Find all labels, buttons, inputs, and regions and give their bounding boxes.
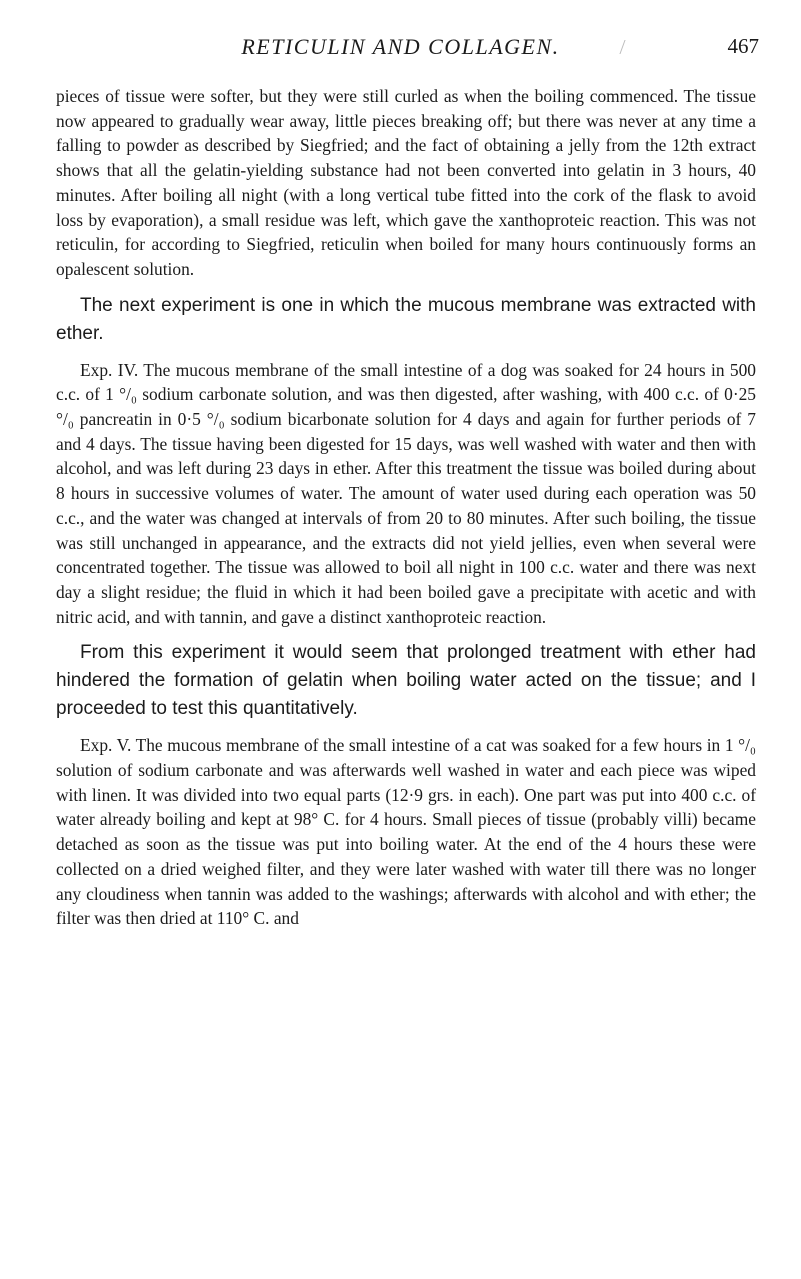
paragraph-continuation: pieces of tissue were softer, but they were still curled as when the boiling commenced. The tissue now appeared to gradually wear away, little pieces breaking off; but there was never at any time a falling to powder as described by Siegfried; and the fact of obtaining a jelly from the 12th extract shows that all the gelatin-yielding substance had not been converted into gelatin in 3 hours, 40 minutes. After boiling all night (with a long vertical tube fitted into the cork of the flask to avoid loss by evaporation), a small residue was left, which gave the xanthoproteic reaction. This was not reticulin, for according to Siegfried, reticulin when boiled for many hours continuously forms an opalescent solution. [56,86,756,279]
page-header [0,34,801,64]
paragraph-exp-iv: Exp. IV. The mucous membrane of the small intestine of a dog was soaked for 24 hours in 500 c.c. of 1 °/₀ sodium carbonate solution, and was then digested, after washing, with 400 c.c. of 0·25 °/₀ pancreatin in 0·5 °/₀ sodium bicarbonate solution for 4 days and again for further periods of 7 and 4 days. The tissue having been digested for 15 days, was well washed with water and then with alcohol, and was left during 23 days in ether. After this treatment the tissue was boiled during about 8 hours in successive volumes of water. The amount of water used during each operation was 50 c.c., and the water was changed at intervals of from 20 to 80 minutes. After such boiling, the tissue was still unchanged in appearance, and the extracts did not yield jellies, even when several were concentrated together. The tissue was allowed to boil all night in 100 c.c. water and there was next day a slight residue; the fluid in which it had been boiled gave a precipitate with acetic and with nitric acid, and with tannin, and gave a distinct xanthoproteic reaction. [56,359,756,627]
page-number: 467 [727,34,759,58]
running-head: RETICULIN AND COLLAGEN. [241,34,560,59]
paragraph-conclusion: From this experiment it would seem that prolonged treatment with ether had hindered the formation of gelatin when boiling water acted on the tissue; and I proceeded to test this quantitatively. [56,642,756,720]
page-body [56,84,756,931]
paragraph-exp-v: Exp. V. The mucous membrane of the small intestine of a cat was soaked for a few hours in 1 °/₀ solution of sodium carbonate and was afterwards well washed in water and each piece was wiped with linen. It was divided into two equal parts (12·9 grs. in each). One part was put into 400 c.c. of water already boiling and kept at 98° C. for 4 hours. Small pieces of tissue (probably villi) became detached as soon as the tissue was put into boiling water. At the end of the 4 hours these were collected on a dried weighed filter, and they were later washed with water till there was no longer any cloudiness when tannin was added to the washings; afterwards with alcohol and with ether; the filter was then dried at 110° C. and [56,735,756,929]
paragraph-transition-ether: The next experiment is one in which the mucous membrane was extracted with ether. [56,294,756,344]
